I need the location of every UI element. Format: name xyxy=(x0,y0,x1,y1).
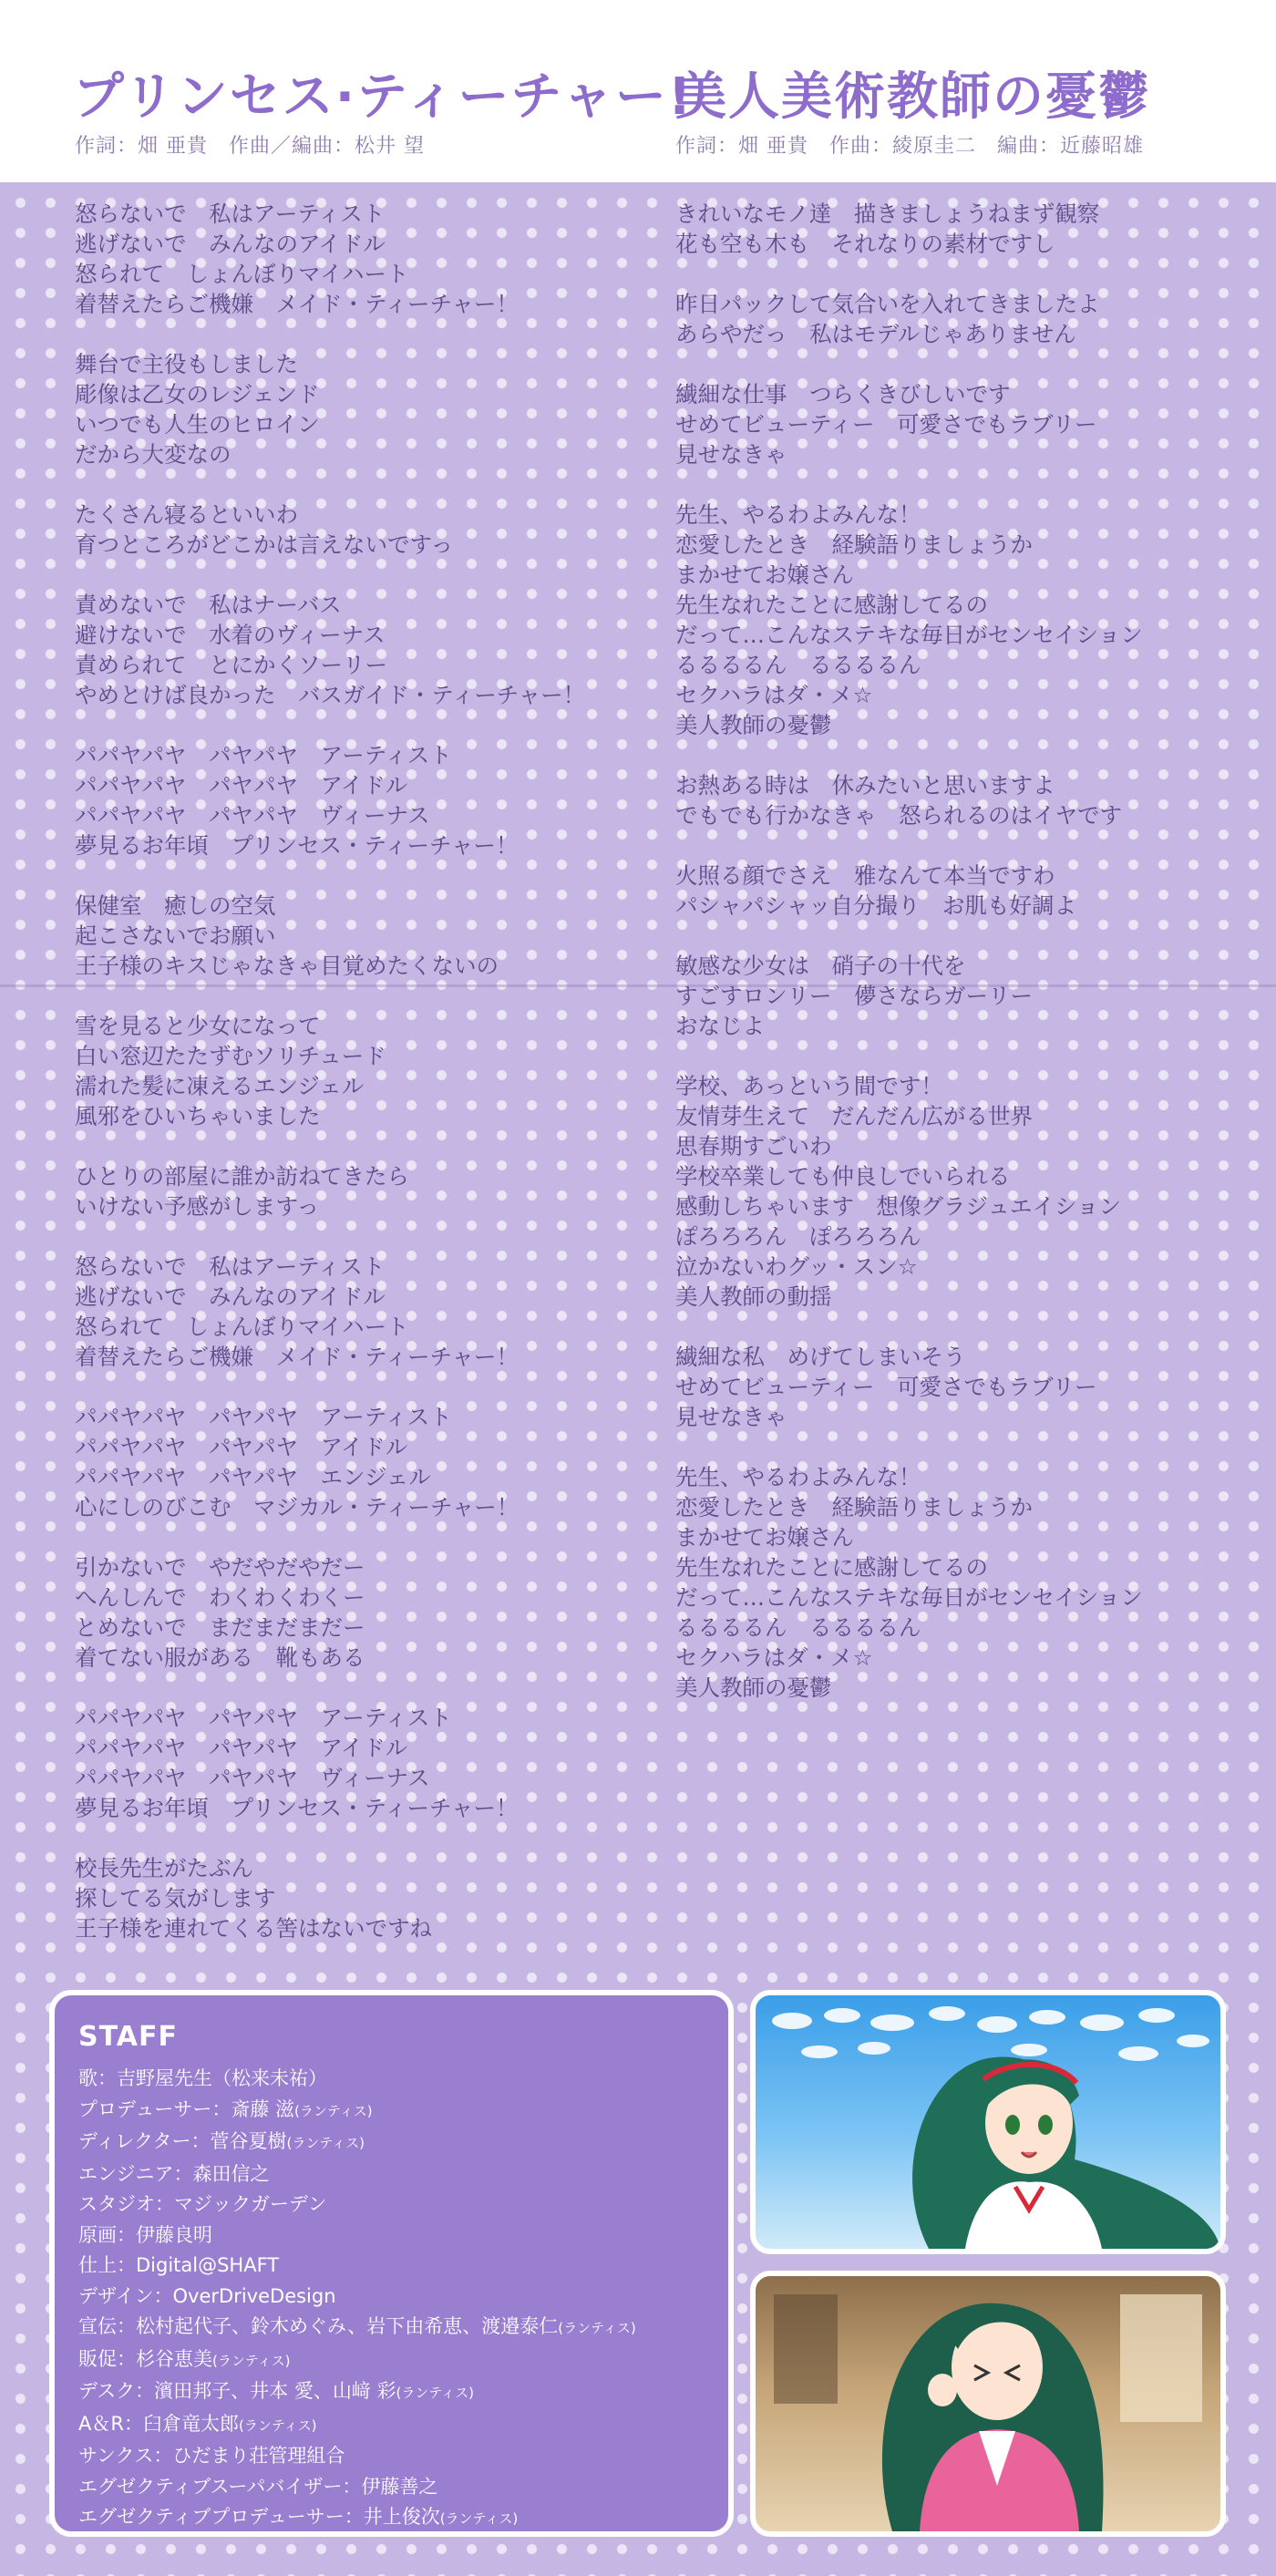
staff-heading: STAFF xyxy=(78,2021,178,2053)
staff-credit-label: (ランティス) xyxy=(212,2352,291,2369)
lyrics-stanza xyxy=(675,1462,1259,1703)
lyric-line: 先生なれたことに感謝してるの xyxy=(675,592,988,618)
staff-credit-text: A＆R：臼倉竜太郎 xyxy=(78,2412,239,2435)
lyric-line: だから大変なの xyxy=(75,441,232,468)
staff-credit-row xyxy=(78,2409,705,2442)
lyric-line: 昨日パックして気合いを入れてきましたよ xyxy=(675,291,1100,317)
staff-credit-text: 原画：伊藤良明 xyxy=(78,2223,212,2246)
lyrics-stanza xyxy=(675,289,1259,349)
lyric-line: 先生、やるわよみんな！ xyxy=(675,1464,921,1490)
lyric-line: 泣かないわグッ・スン☆ xyxy=(675,1253,918,1280)
lyric-line: 美人教師の動揺 xyxy=(675,1283,832,1310)
lyric-line: 美人教師の憂鬱 xyxy=(675,712,832,738)
lyric-line: 夢見るお年頃 プリンセス・ティーチャー！ xyxy=(75,832,519,859)
lyrics-stanza xyxy=(75,1703,640,1823)
staff-credit-text: 宣伝：松村起代子、鈴木めぐみ、岩下由希恵、渡邉泰仁 xyxy=(78,2315,559,2337)
lyric-line: お熱ある時は 休みたいと思いますよ xyxy=(675,772,1055,799)
staff-credit-row xyxy=(78,2472,705,2503)
lyric-line: パパヤパヤ パヤパヤ アーティスト xyxy=(75,1404,452,1430)
lyrics-stanza xyxy=(75,1011,640,1131)
lyric-line: パパヤパヤ パヤパヤ アイドル xyxy=(75,1735,408,1761)
staff-credit-text: スタジオ：マジックガーデン xyxy=(78,2193,327,2215)
lyrics-stanza xyxy=(75,500,640,560)
lyric-line: パパヤパヤ パヤパヤ エンジェル xyxy=(75,1464,431,1490)
lyric-line: 育つところがどこかは言えないですっ xyxy=(75,531,454,558)
lyric-line: 保健室 癒しの空気 xyxy=(75,892,276,919)
lyric-line: 怒られて しょんぼりマイハート xyxy=(75,261,409,287)
lyrics-stanza xyxy=(675,379,1259,469)
lyrics-stanza xyxy=(675,1342,1259,1432)
staff-credit-text: 仕上：Digital@SHAFT xyxy=(78,2254,280,2276)
lyric-line: 着替えたらご機嫌 メイド・ティーチャー！ xyxy=(75,1344,519,1370)
lyric-line: せめてビューティー 可愛さでもラブリー xyxy=(675,1374,1097,1400)
lyrics-column-1 xyxy=(75,199,640,1973)
lyric-line: 着てない服がある 靴もある xyxy=(75,1644,365,1671)
lyric-line: でもでも行かなきゃ 怒られるのはイヤです xyxy=(675,802,1122,829)
staff-credit-row xyxy=(78,2127,705,2159)
lyric-line: 濡れた髪に凍えるエンジェル xyxy=(75,1073,365,1099)
lyric-line: 白い窓辺たたずむソリチュード xyxy=(75,1043,386,1069)
lyric-line: 思春期すごいわ xyxy=(675,1133,832,1159)
lyric-line: 風邪をひいちゃいました xyxy=(75,1103,321,1129)
lyrics-stanza xyxy=(675,199,1259,259)
staff-credit-row xyxy=(78,2190,705,2221)
lyric-line: あらやだっ 私はモデルじゃありません xyxy=(675,321,1076,347)
lyric-line: パパヤパヤ パヤパヤ アイドル xyxy=(75,772,408,799)
lyric-line: 避けないで 水着のヴィーナス xyxy=(75,622,386,648)
lyric-line: パパヤパヤ パヤパヤ アーティスト xyxy=(75,1705,452,1731)
lyric-line: まかせてお嬢さん xyxy=(675,1524,854,1551)
staff-credit-label: (ランティス) xyxy=(396,2385,475,2401)
lyric-line: すごすロンリー 儚さならガーリー xyxy=(675,983,1033,1009)
lyric-line: 逃げないで みんなのアイドル xyxy=(75,231,386,257)
staff-credit-text: 販促：杉谷恵美 xyxy=(78,2347,212,2370)
staff-credit-row xyxy=(78,2312,705,2344)
lyric-line: 恋愛したとき 経験語りましょうか xyxy=(675,1494,1033,1520)
lyric-line: 繊細な私 めげてしまいそう xyxy=(675,1344,966,1370)
staff-panel xyxy=(49,1990,734,2537)
lyric-line: おなじよ xyxy=(675,1013,765,1039)
lyric-line: パパヤパヤ パヤパヤ ヴィーナス xyxy=(75,1765,430,1791)
staff-credit-text: プロデューサー：斎藤 滋 xyxy=(78,2097,295,2120)
lyric-line: ぽろろろん ぽろろろん xyxy=(675,1223,921,1250)
lyrics-stanza xyxy=(675,770,1259,830)
lyric-line: パパヤパヤ パヤパヤ ヴィーナス xyxy=(75,802,430,829)
lyric-line: 心にしのびこむ マジカル・ティーチャー！ xyxy=(75,1494,520,1520)
staff-credit-label: (ランティス) xyxy=(238,2416,317,2434)
lyric-line: 火照る顔でさえ 雅なんて本当ですわ xyxy=(675,862,1055,889)
lyric-line: 引かないで やだやだやだー xyxy=(75,1554,365,1581)
lyric-line: 夢見るお年頃 プリンセス・ティーチャー！ xyxy=(75,1795,519,1821)
lyric-line: 起こさないでお願い xyxy=(75,922,276,949)
lyric-line: 先生なれたことに感謝してるの xyxy=(675,1554,988,1581)
lyric-line: へんしんで わくわくわくー xyxy=(75,1584,365,1611)
lyric-line: いけない予感がしますっ xyxy=(75,1193,320,1220)
staff-credit-text: 歌：吉野屋先生（松来未祐） xyxy=(78,2067,327,2089)
lyric-line: 責められて とにかくソーリー xyxy=(75,652,387,678)
staff-credit-row xyxy=(78,2064,705,2095)
lyric-line: 逃げないで みんなのアイドル xyxy=(75,1283,386,1310)
lyric-line: セクハラはダ・メ☆ xyxy=(675,1644,873,1671)
character-illustration-sky xyxy=(750,1990,1226,2254)
lyrics-stanza xyxy=(75,1252,640,1372)
lyric-line: 恋愛したとき 経験語りましょうか xyxy=(675,531,1033,558)
staff-credit-row xyxy=(78,2095,705,2128)
lyric-line: 雪を見ると少女になって xyxy=(75,1013,321,1039)
lyric-line: パパヤパヤ パヤパヤ アイドル xyxy=(75,1434,408,1460)
lyric-line: 学校卒業しても仲良しでいられる xyxy=(675,1163,1011,1190)
staff-credit-row xyxy=(78,2502,705,2535)
lyric-line: 見せなきゃ xyxy=(675,441,787,468)
staff-credit-label: (ランティス) xyxy=(294,2102,373,2119)
song-credits-2: 作詞：畑 亜貴 作曲：綾原圭二 編曲：近藤昭雄 xyxy=(675,135,1144,158)
lyric-line: 見せなきゃ xyxy=(675,1404,787,1430)
song-credits-1: 作詞：畑 亜貴 作曲／編曲：松井 望 xyxy=(75,135,425,158)
lyrics-stanza xyxy=(75,1161,640,1221)
lyric-line: とめないで まだまだまだー xyxy=(75,1614,365,1641)
lyric-line: パパヤパヤ パヤパヤ アーティスト xyxy=(75,742,452,768)
lyric-line: 感動しちゃいます 想像グラジュエイション xyxy=(675,1193,1122,1220)
lyrics-stanza xyxy=(75,1853,640,1943)
lyric-line: 怒らないで 私はアーティスト xyxy=(75,1253,386,1280)
lyrics-stanza xyxy=(675,500,1259,740)
lyrics-stanza xyxy=(75,1402,640,1522)
staff-credit-text: デザイン：OverDriveDesign xyxy=(78,2284,336,2307)
lyric-line: だって…こんなステキな毎日がセンセイション xyxy=(675,622,1143,648)
lyric-line: たくさん寝るといいわ xyxy=(75,501,298,528)
lyric-line: せめてビューティー 可愛さでもラブリー xyxy=(675,411,1097,438)
lyric-line: きれいなモノ達 描きましょうねまず観察 xyxy=(675,201,1100,227)
staff-credit-label: (ランティス) xyxy=(439,2510,519,2527)
lyric-line: 友情芽生えて だんだん広がる世界 xyxy=(675,1103,1033,1129)
lyric-line: ひとりの部屋に誰か訪ねてきたら xyxy=(75,1163,409,1190)
lyrics-stanza xyxy=(675,860,1259,921)
lyrics-stanza xyxy=(675,951,1259,1041)
lyric-line: 美人教師の憂鬱 xyxy=(675,1674,832,1701)
lyrics-stanza xyxy=(75,1552,640,1673)
staff-credit-row xyxy=(78,2251,705,2282)
staff-credit-text: デスク：濱田邦子、井本 愛、山﨑 彩 xyxy=(78,2380,396,2402)
staff-credit-text: サンクス：ひだまり荘管理組合 xyxy=(78,2445,345,2467)
staff-credit-text: エグゼクティブプロデューサー：井上俊次 xyxy=(78,2506,440,2528)
lyric-line: 怒られて しょんぼりマイハート xyxy=(75,1314,409,1340)
lyric-line: いつでも人生のヒロイン xyxy=(75,411,320,438)
lyric-line: 着替えたらご機嫌 メイド・ティーチャー！ xyxy=(75,291,519,317)
character-illustration-classroom xyxy=(750,2271,1226,2537)
classroom-scene-image xyxy=(756,2276,1220,2531)
staff-credit-row xyxy=(78,2221,705,2251)
lyric-line: 学校、あっという間です！ xyxy=(675,1073,943,1099)
lyric-line: まかせてお嬢さん xyxy=(675,562,854,588)
sky-scene-image xyxy=(756,1995,1220,2249)
lyric-line: やめとけば良かった バスガイド・ティーチャー！ xyxy=(75,682,586,708)
lyric-line: 怒らないで 私はアーティスト xyxy=(75,201,386,227)
staff-credit-row xyxy=(78,2344,705,2377)
lyric-line: セクハラはダ・メ☆ xyxy=(675,682,873,708)
lyric-line: 繊細な仕事 つらくきびしいです xyxy=(675,381,1011,407)
lyrics-stanza xyxy=(675,1071,1259,1312)
lyric-line: 敏感な少女は 硝子の十代を xyxy=(675,953,966,979)
lyric-line: 校長先生がたぶん xyxy=(75,1855,253,1881)
staff-credit-label: (ランティス) xyxy=(558,2320,636,2336)
staff-list xyxy=(78,2064,705,2535)
staff-credit-text: ディレクター：菅谷夏樹 xyxy=(78,2130,287,2152)
lyrics-stanza xyxy=(75,590,640,710)
staff-credit-row xyxy=(78,2376,705,2409)
lyric-line: 花も空も木も それなりの素材ですし xyxy=(675,231,1055,257)
staff-credit-row xyxy=(78,2282,705,2313)
lyric-line: 彫像は乙女のレジェンド xyxy=(75,381,320,407)
song-title-2: 美人美術教師の憂鬱 xyxy=(675,67,1151,127)
lyric-line: 探してる気がします xyxy=(75,1885,276,1911)
lyric-line: 責めないで 私はナーバス xyxy=(75,592,342,618)
lyrics-stanza xyxy=(75,349,640,469)
staff-credit-text: エグゼクティブスーパバイザー：伊藤善之 xyxy=(78,2475,438,2498)
staff-credit-row xyxy=(78,2159,705,2190)
header xyxy=(0,0,1276,182)
lyrics-stanza xyxy=(75,199,640,319)
lyric-line: 舞台で主役もしました xyxy=(75,351,298,377)
lyric-line: 王子様を連れてくる筈はないですね xyxy=(75,1915,432,1942)
song-title-1: プリンセス·ティーチャー! xyxy=(73,67,694,127)
lyrics-stanza xyxy=(75,891,640,981)
lyric-line: るるるるん るるるるん xyxy=(675,652,921,678)
staff-credit-row xyxy=(78,2441,705,2472)
lyric-line: るるるるん るるるるん xyxy=(675,1614,921,1641)
lyric-line: パシャパシャッ自分撮り お肌も好調よ xyxy=(675,892,1077,919)
lyrics-stanza xyxy=(75,740,640,860)
lyric-line: 王子様のキスじゃなきゃ目覚めたくないの xyxy=(75,953,499,979)
lyrics-column-2 xyxy=(675,199,1259,1733)
lyric-line: 先生、やるわよみんな！ xyxy=(675,501,921,528)
staff-credit-text: エンジニア：森田信之 xyxy=(78,2162,270,2185)
staff-credit-label: (ランティス) xyxy=(286,2135,365,2151)
lyric-line: だって…こんなステキな毎日がセンセイション xyxy=(675,1584,1143,1611)
